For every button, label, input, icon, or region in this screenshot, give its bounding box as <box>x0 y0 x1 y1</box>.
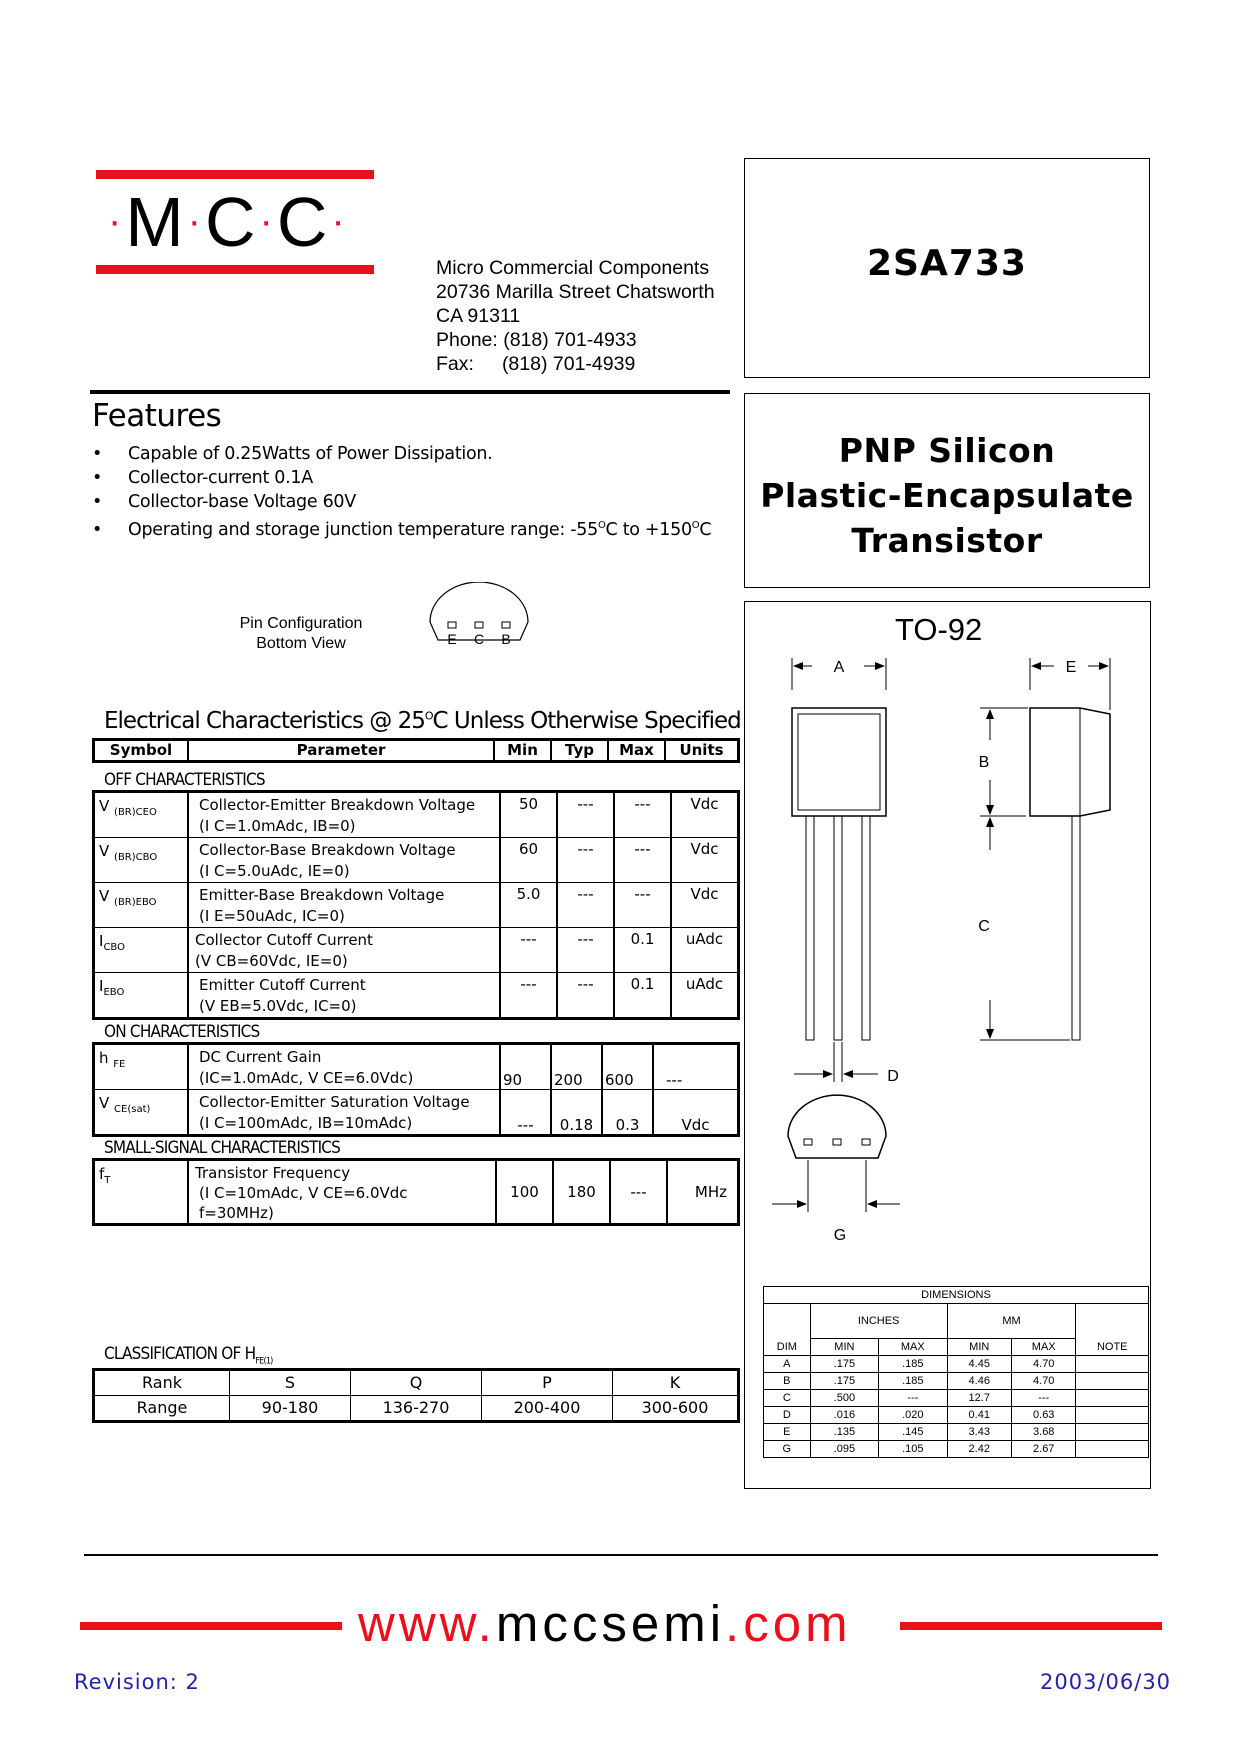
feature-item: • Collector-base Voltage 60V <box>92 492 356 512</box>
website-link[interactable]: www.mccsemi.com <box>358 1595 852 1652</box>
pin-label-c: C <box>473 631 485 647</box>
table-row: D .016 .020 0.41 0.63 <box>764 1407 1149 1424</box>
table-row: $f_T$ Transistor Frequency (I C=10mAdc, V CE=6.0Vdc f=30MHz) 100 180 --- MHz <box>94 1160 739 1225</box>
table-row: V $_{(BR)EBO}$ Emitter-Base Breakdown Voltage (I E=50uAdc, IC=0) 5.0 --- --- Vdc <box>94 883 739 928</box>
table-row: B .175 .185 4.46 4.70 <box>764 1373 1149 1390</box>
features-list <box>92 442 711 542</box>
header-symbol: Symbol <box>94 740 189 762</box>
company-city: CA 91311 <box>436 305 521 327</box>
header-divider <box>90 390 730 394</box>
footer-right-bar <box>900 1622 1162 1630</box>
table-row: V $_{(BR)CEO}$ Collector-Emitter Breakdown Voltage (I C=1.0mAdc, IB=0) 50 --- --- Vdc <box>94 792 739 838</box>
header-max: Max <box>608 740 665 762</box>
off-characteristics-title: OFF CHARACTERISTICS <box>104 770 265 790</box>
table-row: Rank S Q P K <box>94 1370 739 1396</box>
part-number: 2SA733 <box>867 243 1027 284</box>
small-signal-table <box>92 1158 740 1226</box>
company-street: 20736 Marilla Street Chatsworth <box>436 281 715 303</box>
table-row: DIMENSIONS <box>764 1287 1149 1304</box>
pin-label-e: E <box>447 631 457 647</box>
revision-date: 2003/06/30 <box>1040 1670 1172 1694</box>
dim-label-d: D <box>887 1068 899 1085</box>
pin-config-diagram <box>428 582 530 660</box>
dim-label-g: G <box>833 1227 847 1244</box>
feature-item: • Operating and storage junction temperature range: $-55^OC$ to $+150^OC$ <box>92 519 712 540</box>
classification-table <box>92 1368 740 1423</box>
pin-label-b: B <box>501 631 511 647</box>
description-box <box>744 393 1150 588</box>
electrical-title: Electrical Characteristics @ $25^OC$ Unless Otherwise Specified <box>104 708 741 734</box>
company-fax: Fax: (818) 701-4939 <box>436 353 636 375</box>
table-row: E .135 .145 3.43 3.68 <box>764 1424 1149 1441</box>
company-name: Micro Commercial Components <box>436 257 710 279</box>
on-characteristics-table <box>92 1042 740 1137</box>
header-units: Units <box>679 741 724 759</box>
table-row: $I_{EBO}$ Emitter Cutoff Current (V EB=5.0Vdc, IC=0) --- --- 0.1 uAdc <box>94 973 739 1019</box>
logo-bottom-bar <box>96 265 374 274</box>
header-parameter: Parameter <box>188 740 494 762</box>
feature-item: • Capable of 0.25Watts of Power Dissipation. <box>92 444 493 464</box>
electrical-header-table <box>92 738 740 763</box>
table-row: Range 90-180 136-270 200-400 300-600 <box>94 1396 739 1422</box>
table-row: DIM INCHES MM NOTE <box>764 1304 1149 1339</box>
dim-label-b: B <box>978 754 990 771</box>
table-row: MIN MAX MIN MAX <box>764 1339 1149 1356</box>
footer-left-bar <box>80 1622 342 1630</box>
dim-label-c: C <box>978 918 990 935</box>
pin-config-caption: Pin Configuration Bottom View <box>239 615 363 652</box>
device-description: PNP Silicon Plastic-Encapsulate Transistor <box>760 431 1134 560</box>
package-drawing <box>760 650 1130 1250</box>
part-number-box <box>744 158 1150 378</box>
footer-divider <box>84 1554 1158 1556</box>
dim-label-a: A <box>833 659 845 676</box>
table-row: $I_{CBO}$ Collector Cutoff Current (V CB=60Vdc, IE=0) --- --- 0.1 uAdc <box>94 928 739 973</box>
small-signal-title: SMALL-SIGNAL CHARACTERISTICS <box>104 1138 341 1158</box>
mcc-logo: ·M·C·C· <box>108 183 349 261</box>
classification-title: CLASSIFICATION OF $H_{FE(1)}$ <box>104 1344 273 1367</box>
table-row: V $_{(BR)CBO}$ Collector-Base Breakdown Voltage (I C=5.0uAdc, IE=0) 60 --- --- Vdc <box>94 838 739 883</box>
header-min: Min <box>494 740 551 762</box>
features-title: Features <box>92 398 222 434</box>
company-address <box>436 256 715 376</box>
logo-top-bar <box>96 170 374 179</box>
off-characteristics-table <box>92 790 740 1020</box>
table-row: G .095 .105 2.42 2.67 <box>764 1441 1149 1458</box>
table-row: V $_{CE(sat)}$ Collector-Emitter Saturation Voltage (I C=100mAdc, IB=10mAdc) --- 0.18 0.3 Vdc <box>94 1090 739 1136</box>
revision-label: Revision: 2 <box>74 1670 200 1694</box>
table-row: C .500 --- 12.7 --- <box>764 1390 1149 1407</box>
table-row: A .175 .185 4.45 4.70 <box>764 1356 1149 1373</box>
feature-item: • Collector-current 0.1A <box>92 468 313 488</box>
table-row: h $_{FE}$ DC Current Gain (IC=1.0mAdc, V CE=6.0Vdc) 90 200 600 --- <box>94 1044 739 1090</box>
dim-label-e: E <box>1065 659 1077 676</box>
header-typ: Typ <box>551 740 608 762</box>
package-name: TO-92 <box>895 612 983 647</box>
dimensions-table <box>763 1286 1149 1458</box>
on-characteristics-title: ON CHARACTERISTICS <box>104 1022 260 1042</box>
company-phone: Phone: (818) 701-4933 <box>436 329 637 351</box>
